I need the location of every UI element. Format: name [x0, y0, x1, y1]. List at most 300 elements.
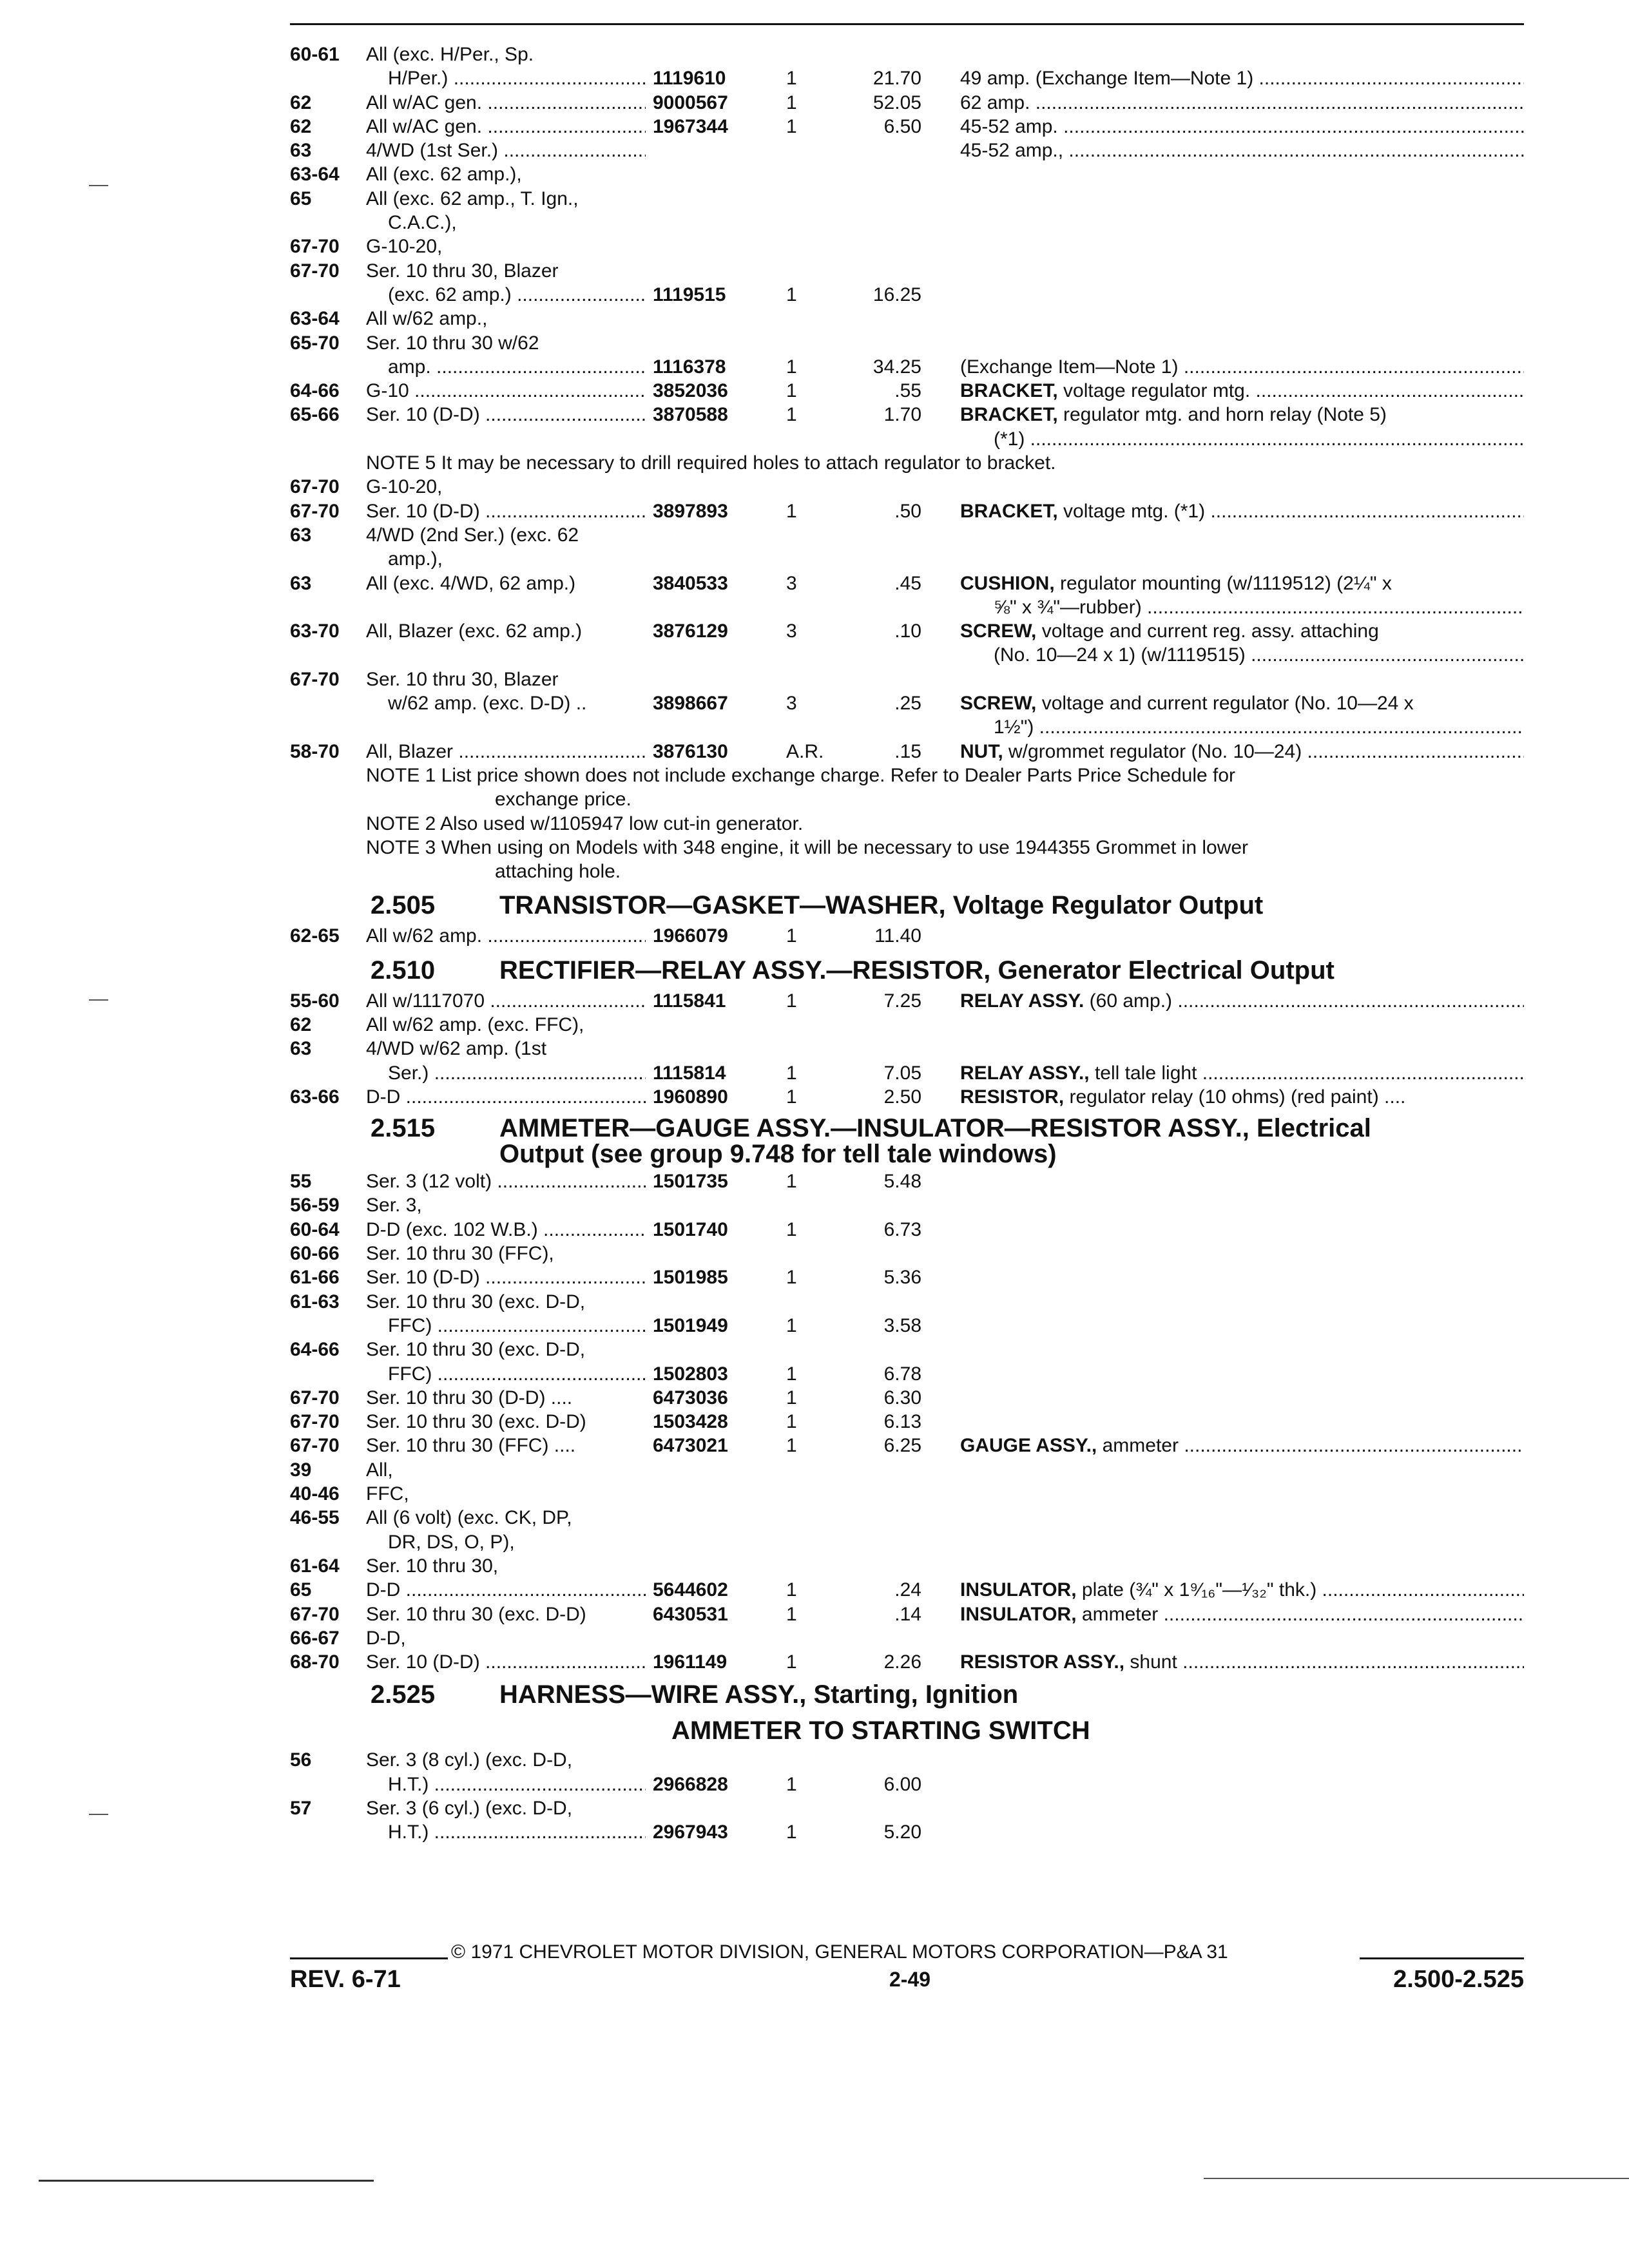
description-text: 1½") [994, 716, 1034, 738]
model-years: 65 [290, 187, 312, 209]
part-number: 1501740 [653, 1218, 728, 1240]
table-row [290, 619, 1524, 643]
table-row [290, 43, 1524, 66]
application: All w/62 amp. ..... [366, 924, 646, 948]
part-number: 1961149 [653, 1651, 728, 1673]
list-price: .25 [894, 693, 921, 715]
list-price: 2.50 [883, 1086, 921, 1108]
application: D-D, [366, 1627, 406, 1649]
model-years: 65 [290, 1579, 312, 1601]
section-number: 2.525 [371, 1680, 436, 1709]
description [960, 1602, 1524, 1626]
parts-table-regulator-hardware [290, 475, 1524, 764]
part-number: 1115814 [653, 1062, 726, 1084]
note-line [290, 836, 1524, 860]
model-years: 67-70 [290, 1411, 340, 1433]
section-title-line-2 [290, 1140, 1524, 1169]
list-price: .15 [894, 740, 921, 762]
parts-table-2510 [290, 989, 1524, 1109]
model-years: 63 [290, 1038, 312, 1060]
list-price: .55 [894, 380, 921, 402]
description-text: ammeter [1097, 1435, 1179, 1457]
application: 4/WD w/62 amp. (1st [366, 1038, 547, 1060]
list-price: 7.25 [883, 990, 921, 1012]
page-content [290, 43, 1524, 1845]
model-years: 63-66 [290, 1086, 340, 1108]
model-years: 60-64 [290, 1218, 340, 1240]
table-row [290, 1434, 1524, 1457]
table-row [290, 691, 1524, 715]
quantity: 3 [786, 620, 797, 642]
table-row [290, 1013, 1524, 1037]
quantity: 3 [786, 693, 797, 715]
quantity: 1 [786, 1651, 797, 1673]
quantity: 1 [786, 284, 797, 305]
application: All w/AC gen. ..... [366, 115, 646, 139]
model-years: 63-64 [290, 308, 340, 330]
description-text: plate (¾" x 1⁹⁄₁₆"—¹⁄₃₂" thk.) [1076, 1579, 1317, 1601]
description [960, 139, 1524, 162]
parts-table-voltage-regulator [290, 43, 1524, 451]
description-text: voltage and current regulator (No. 10—24 x [1036, 693, 1414, 715]
description [960, 1578, 1524, 1602]
application: D-D ..... [366, 1578, 646, 1602]
part-number: 6473021 [653, 1435, 728, 1457]
quantity: 1 [786, 380, 797, 402]
part-number: 1116378 [653, 356, 726, 378]
quantity: 1 [786, 1062, 797, 1084]
quantity: 1 [786, 356, 797, 378]
description [960, 379, 1524, 403]
quantity: 1 [786, 1435, 797, 1457]
list-price: 34.25 [872, 356, 921, 378]
application: Ser. 10 thru 30, Blazer [366, 260, 559, 282]
model-years: 67-70 [290, 1603, 340, 1625]
table-row [290, 1410, 1524, 1434]
list-price: 6.73 [883, 1218, 921, 1240]
application: (exc. 62 amp.) ..... [366, 283, 646, 307]
application: amp. ..... [366, 355, 646, 379]
model-years: 67-70 [290, 1387, 340, 1408]
application: Ser. 10 thru 30 (exc. D-D) [366, 1411, 586, 1433]
table-row [290, 715, 1524, 739]
part-number: 1115841 [653, 990, 726, 1012]
quantity: 1 [786, 1267, 797, 1289]
list-price: 11.40 [874, 925, 921, 947]
quantity: 1 [786, 1314, 797, 1336]
model-years: 63-70 [290, 620, 340, 642]
parts-table-2515 [290, 1169, 1524, 1674]
application: Ser. 10 thru 30 (FFC), [366, 1243, 554, 1265]
list-price: 16.25 [872, 284, 921, 305]
table-row [290, 259, 1524, 283]
application: 4/WD (1st Ser.) ..... [366, 139, 646, 162]
item-name: RELAY ASSY., [960, 1062, 1090, 1084]
description-text: regulator mounting (w/1119512) (2¼" x [1054, 572, 1392, 594]
table-row [290, 1037, 1524, 1061]
application: Ser. 10 (D-D) ..... [366, 403, 646, 427]
list-price: .10 [894, 620, 921, 642]
application: Ser. 10 (D-D) ..... [366, 1265, 646, 1289]
list-price: 6.30 [883, 1387, 921, 1408]
table-row [290, 668, 1524, 691]
description-text: (No. 10—24 x 1) (w/1119515) [994, 644, 1246, 666]
table-row [290, 475, 1524, 499]
item-name: INSULATOR, [960, 1579, 1077, 1601]
description-text: 49 amp. (Exchange Item—Note 1) [960, 68, 1254, 90]
description [960, 715, 1524, 739]
part-number: 3876130 [653, 740, 728, 762]
model-years: 67-70 [290, 260, 340, 282]
parts-table-2505 [290, 924, 1524, 948]
footer-rule-left [290, 1957, 448, 1959]
item-name: SCREW, [960, 693, 1037, 715]
application: Ser. 10 (D-D) ..... [366, 499, 646, 523]
part-number: 1960890 [653, 1086, 728, 1108]
description [960, 595, 1524, 619]
application: Ser. 3, [366, 1195, 422, 1216]
table-row [290, 572, 1524, 595]
table-row [290, 1290, 1524, 1314]
application: C.A.C.), [388, 212, 457, 234]
table-row [290, 379, 1524, 403]
table-row [290, 427, 1524, 451]
application: D-D (exc. 102 W.B.) ..... [366, 1218, 646, 1242]
model-years: 63 [290, 140, 312, 162]
item-name: RESISTOR ASSY., [960, 1651, 1125, 1673]
model-years: 61-63 [290, 1291, 340, 1312]
part-number: 2966828 [653, 1773, 728, 1795]
note-line [290, 764, 1524, 787]
part-number: 3852036 [653, 380, 728, 402]
model-years: 67-70 [290, 1435, 340, 1457]
table-row [290, 1820, 1524, 1844]
section-title: HARNESS—WIRE ASSY., Starting, Ignition [499, 1680, 1019, 1709]
table-row [290, 66, 1524, 90]
model-years: 67-70 [290, 500, 340, 522]
table-row [290, 547, 1524, 571]
table-row [290, 355, 1524, 379]
table-row [290, 1650, 1524, 1674]
description-text: voltage mtg. (*1) [1057, 500, 1206, 522]
part-number: 1501949 [653, 1314, 728, 1336]
table-row [290, 403, 1524, 427]
table-row [290, 740, 1524, 764]
model-years: 62-65 [290, 925, 340, 947]
item-name: GAUGE ASSY., [960, 1435, 1097, 1457]
description-text: ammeter [1076, 1603, 1159, 1625]
application: FFC) ..... [366, 1362, 646, 1386]
application: Ser. 10 thru 30, Blazer [366, 668, 559, 690]
list-price: 6.78 [883, 1363, 921, 1385]
application: H.T.) ..... [366, 1820, 646, 1844]
margin-tick [89, 1814, 108, 1815]
description [960, 403, 1524, 427]
part-number: 9000567 [653, 91, 728, 113]
model-years: 60-61 [290, 44, 340, 65]
application: Ser. 3 (6 cyl.) (exc. D-D, [366, 1798, 573, 1819]
list-price: 3.58 [883, 1314, 921, 1336]
application: All (exc. 62 amp., T. Ign., [366, 187, 579, 209]
model-years: 62 [290, 1014, 312, 1035]
quantity: 1 [786, 1821, 797, 1843]
description [960, 115, 1524, 139]
page-footer [290, 1939, 1524, 1994]
part-number: 1967344 [653, 115, 728, 137]
table-row [290, 1338, 1524, 1361]
description-text: (*1) [994, 428, 1025, 450]
table-row [290, 115, 1524, 139]
page-number: 2-49 [889, 1968, 931, 1991]
model-years: 63-64 [290, 164, 340, 186]
list-price: 52.05 [872, 91, 921, 113]
quantity: 1 [786, 1363, 797, 1385]
item-name: RELAY ASSY. [960, 990, 1084, 1012]
application: All (exc. H/Per., Sp. [366, 44, 534, 65]
list-price: .45 [894, 572, 921, 594]
application: Ser. 10 thru 30 (FFC) .... [366, 1435, 576, 1457]
description [960, 619, 1524, 643]
model-years: 39 [290, 1459, 312, 1481]
note-text: exchange price. [495, 789, 631, 811]
description-text: 62 amp. [960, 91, 1030, 113]
quantity: 1 [786, 1579, 797, 1601]
group-range: 2.500-2.525 [1393, 1966, 1524, 1993]
application: FFC) ..... [366, 1314, 646, 1338]
table-row [290, 499, 1524, 523]
margin-tick [89, 185, 108, 186]
list-price: 7.05 [883, 1062, 921, 1084]
part-number: 3840533 [653, 572, 728, 594]
list-price: 6.13 [883, 1411, 921, 1433]
scan-edge-rule [1204, 2178, 1629, 2179]
description [960, 427, 1524, 451]
list-price: 6.00 [883, 1773, 921, 1795]
catalog-page [290, 0, 1524, 2268]
section-heading-2505 [290, 887, 1524, 924]
application: All w/AC gen. ..... [366, 91, 646, 115]
model-years: 64-66 [290, 1339, 340, 1361]
application: Ser. 10 thru 30 (exc. D-D, [366, 1339, 586, 1361]
description-text: voltage regulator mtg. [1057, 380, 1251, 402]
application: 4/WD (2nd Ser.) (exc. 62 [366, 524, 579, 546]
table-row [290, 1265, 1524, 1289]
part-number: 1501985 [653, 1267, 728, 1289]
list-price: 5.48 [883, 1171, 921, 1193]
table-row [290, 643, 1524, 667]
model-years: 67-70 [290, 668, 340, 690]
list-price: .50 [894, 500, 921, 522]
application: G-10 ..... [366, 379, 646, 403]
application: H.T.) ..... [366, 1773, 646, 1796]
table-row [290, 1242, 1524, 1265]
description-text: shunt [1124, 1651, 1177, 1673]
application: Ser. 10 thru 30 (exc. D-D) [366, 1603, 586, 1625]
application: All (6 volt) (exc. CK, DP, [366, 1507, 572, 1529]
part-number: 3876129 [653, 620, 728, 642]
table-row [290, 331, 1524, 355]
quantity: 1 [786, 1411, 797, 1433]
table-row [290, 187, 1524, 211]
model-years: 62 [290, 115, 312, 137]
description-text: (60 amp.) [1084, 990, 1173, 1012]
revision-label: REV. 6-71 [290, 1966, 401, 1993]
section-heading-2525 [290, 1677, 1524, 1713]
note-text: attaching hole. [495, 861, 621, 883]
model-years: 67-70 [290, 236, 340, 258]
part-number: 1501735 [653, 1171, 728, 1193]
description [960, 355, 1524, 379]
item-name: CUSHION, [960, 572, 1055, 594]
item-name: RESISTOR, [960, 1086, 1065, 1108]
description-text: voltage and current reg. assy. attaching [1036, 620, 1379, 642]
margin-tick [89, 999, 108, 1001]
table-row [290, 1530, 1524, 1554]
part-number: 3897893 [653, 500, 728, 522]
list-price: .24 [894, 1579, 921, 1601]
section-number: 2.510 [371, 956, 436, 985]
application: All w/62 amp., [366, 308, 488, 330]
application: FFC, [366, 1483, 409, 1505]
description [960, 740, 1524, 764]
list-price: 6.50 [883, 115, 921, 137]
application: Ser. 10 (D-D) ..... [366, 1650, 646, 1674]
part-number: 2967943 [653, 1821, 728, 1843]
section-title: TRANSISTOR—GASKET—WASHER, Voltage Regulator Output [499, 891, 1264, 920]
description-text: (Exchange Item—Note 1) [960, 356, 1179, 378]
list-price: 21.70 [872, 68, 921, 90]
section-number: 2.505 [371, 891, 436, 920]
table-row [290, 1169, 1524, 1193]
item-name: NUT, [960, 740, 1003, 762]
part-number: 1966079 [653, 925, 728, 947]
model-years: 61-64 [290, 1555, 340, 1577]
table-row [290, 1218, 1524, 1242]
description [960, 499, 1524, 523]
list-price: 5.20 [883, 1821, 921, 1843]
quantity: 1 [786, 925, 797, 947]
section-heading-2510 [290, 952, 1524, 989]
section-title: AMMETER—GAUGE ASSY.—INSULATOR—RESISTOR ASSY., Electrical [499, 1114, 1371, 1143]
model-years: 56 [290, 1749, 312, 1771]
item-name: BRACKET, [960, 404, 1058, 426]
table-row [290, 1626, 1524, 1650]
model-years: 62 [290, 91, 312, 113]
quantity: A.R. [786, 740, 824, 762]
section-subheading: AMMETER TO STARTING SWITCH [671, 1716, 1090, 1745]
model-years: 56-59 [290, 1195, 340, 1216]
application: Ser. 10 thru 30, [366, 1555, 499, 1577]
quantity: 1 [786, 404, 797, 426]
list-price: 1.70 [883, 404, 921, 426]
description-text: 45-52 amp., [960, 140, 1064, 162]
table-row [290, 283, 1524, 307]
description-text: w/grommet regulator (No. 10—24) [1003, 740, 1302, 762]
section-title: RECTIFIER—RELAY ASSY.—RESISTOR, Generator Electrical Output [499, 956, 1335, 985]
description [960, 1434, 1524, 1457]
section-number: 2.515 [371, 1114, 436, 1143]
item-name: BRACKET, [960, 500, 1058, 522]
note-text: NOTE 1 List price shown does not include exchange charge. Refer to Dealer Parts Price Schedule for [366, 764, 1236, 786]
note-line [290, 812, 1524, 836]
table-row [290, 1796, 1524, 1820]
application: D-D ..... [366, 1085, 646, 1109]
part-number: 1119610 [653, 68, 726, 90]
application: All w/1117070 ..... [366, 989, 646, 1013]
model-years: 55-60 [290, 990, 340, 1012]
model-years: 61-66 [290, 1267, 340, 1289]
table-row [290, 1748, 1524, 1772]
application: w/62 amp. (exc. D-D) .. [388, 693, 587, 715]
quantity: 1 [786, 1387, 797, 1408]
model-years: 40-46 [290, 1483, 340, 1505]
application: G-10-20, [366, 476, 443, 498]
part-number: 1119515 [653, 284, 726, 305]
item-name: SCREW, [960, 620, 1037, 642]
quantity: 1 [786, 990, 797, 1012]
application: Ser. 10 thru 30 (D-D) .... [366, 1387, 573, 1408]
quantity: 1 [786, 1773, 797, 1795]
description [960, 1061, 1524, 1085]
scan-edge-rule [39, 2180, 374, 2182]
table-row [290, 139, 1524, 162]
quantity: 3 [786, 572, 797, 594]
footer-rule-right [1360, 1957, 1524, 1959]
part-number: 6473036 [653, 1387, 728, 1408]
model-years: 63 [290, 572, 312, 594]
table-row [290, 1578, 1524, 1602]
top-rule [290, 23, 1524, 25]
part-number: 1502803 [653, 1363, 728, 1385]
table-row [290, 162, 1524, 186]
model-years: 65-70 [290, 332, 340, 354]
note-5: NOTE 5 It may be necessary to drill required holes to attach regulator to bracket. [366, 452, 1056, 474]
table-row [290, 235, 1524, 258]
quantity: 1 [786, 68, 797, 90]
model-years: 65-66 [290, 404, 340, 426]
quantity: 1 [786, 1603, 797, 1625]
footer-info [290, 1965, 1524, 1994]
part-number: 1503428 [653, 1411, 728, 1433]
description-text: 45-52 amp. [960, 115, 1058, 137]
application: All, Blazer ..... [366, 740, 646, 764]
list-price: .14 [894, 1603, 921, 1625]
table-row [290, 1458, 1524, 1482]
table-row [290, 1506, 1524, 1530]
part-number: 5644602 [653, 1579, 728, 1601]
application: All w/62 amp. (exc. FFC), [366, 1014, 584, 1035]
note-text: NOTE 3 When using on Models with 348 engine, it will be necessary to use 1944355 Grommet in lower [366, 836, 1249, 858]
model-years: 55 [290, 1171, 312, 1193]
quantity: 1 [786, 1218, 797, 1240]
description-text: regulator mtg. and horn relay (Note 5) [1057, 404, 1387, 426]
description-text: tell tale light [1089, 1062, 1197, 1084]
application: Ser.) ..... [366, 1061, 646, 1085]
copyright-text: © 1971 CHEVROLET MOTOR DIVISION, GENERAL MOTORS CORPORATION—P&A 31 [451, 1941, 1228, 1963]
table-row [290, 1386, 1524, 1410]
application: All, Blazer (exc. 62 amp.) [366, 620, 583, 642]
description [960, 989, 1524, 1013]
application: amp.), [388, 548, 443, 570]
section-heading-2515 [290, 1115, 1524, 1141]
description [960, 691, 1524, 715]
table-row [290, 924, 1524, 948]
table-row [290, 1314, 1524, 1338]
table-row [290, 1193, 1524, 1217]
list-price: 2.26 [883, 1651, 921, 1673]
table-row [290, 595, 1524, 619]
application: H/Per.) ..... [366, 66, 646, 90]
